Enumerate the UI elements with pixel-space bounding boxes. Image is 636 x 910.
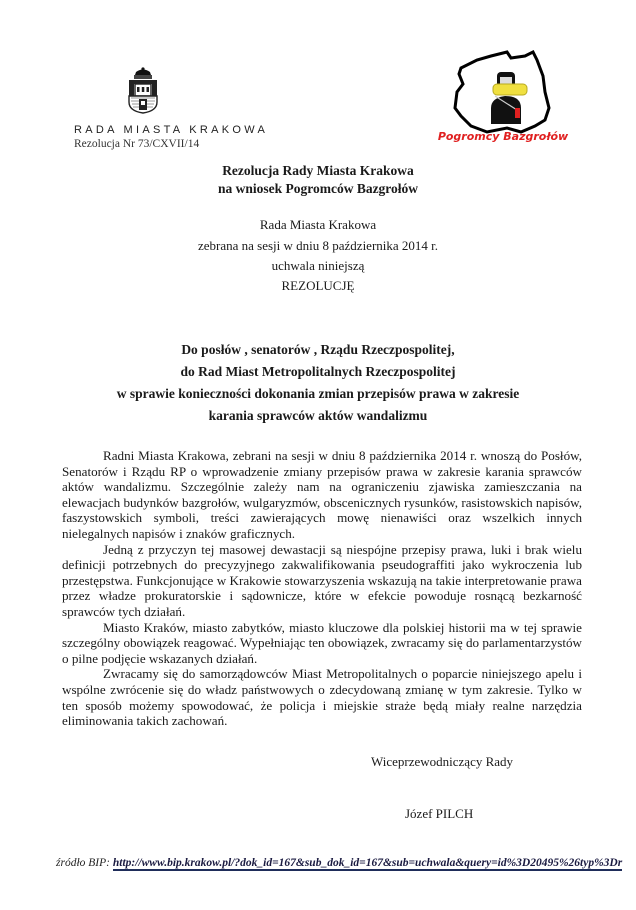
source-citation [56, 857, 622, 869]
resolution-body [62, 448, 582, 729]
body-paragraph: Jedną z przyczyn tej masowej dewastacji są niespójne przepisy prawa, luki i brak wielu definicji potrzebnych do precyzyjnego zakwalifikowania pseudograffiti jako wykroczenia lub przestępstwa. Funkcjonujące w Krakowie stowarzyszenia wskazują na takie interpretowanie prawa przez władze prokuratorskie i sądownicze, które w efekcie powoduje rosnącą bezkarność sprawców tych działań. [62, 541, 582, 619]
addressees-line-3: w sprawie konieczności dokonania zmian przepisów prawa w zakresie [116, 386, 520, 401]
signature-role: Wiceprzewodniczący Rady [371, 754, 514, 769]
krakow-coat-of-arms-icon [123, 66, 163, 114]
body-paragraph: Zwracamy się do samorządowców Miast Metropolitalnych o poparcie niniejszego apelu i wspólne zwrócenie się do władz państwowych o zdecydowaną zmianę w tym zakresie. Tylko w ten sposób możemy spowodować, że policja i miejskie straże będą miały realne narzędzia eliminowania takich zachowań. [62, 666, 582, 729]
signature-name: Józef PILCH [405, 806, 474, 821]
source-label: źródło BIP: [56, 857, 110, 869]
preamble-line-2: zebrana na sesji w dniu 8 października 2014 r. [197, 238, 439, 253]
organization-name: RADA MIASTA KRAKOWA [74, 124, 269, 136]
addressees-line-2: do Rad Miast Metropolitalnych Rzeczpospolitej [180, 364, 456, 379]
preamble-line-3: uchwala niniejszą [271, 258, 365, 273]
body-paragraph: Radni Miasta Krakowa, zebrani na sesji w dniu 8 października 2014 r. wnoszą do Posłów, Senatorów i Rządu RP o wprowadzenie zmiany przepisów prawa w zakresie karania sprawców aktów wandalizmu. Szczególnie zależy nam na ograniczeniu zjawiska zamieszczania na elewacjach budynków bazgrołów, wulgaryzmów, obscenicznych rysunków, rasistowskich napisów, faszystowskich symboli, treści zawierających mowę nienawiści oraz wszelkich innych nielegalnych napisów i znaków graficznych. [62, 448, 582, 541]
addressees-line-4: karania sprawców aktów wandalizmu [208, 408, 428, 423]
pogromcy-bazgrolow-logo [437, 46, 569, 146]
resolution-number: Rezolucja Nr 73/CXVII/14 [74, 138, 200, 150]
document-title-line-2: na wniosek Pogromców Bazgrołów [217, 181, 419, 196]
source-link[interactable]: http://www.bip.krakow.pl/?dok_id=167&sub_dok_id=167&sub=uchwala&query=id%3D20495%26typ%3Dr [112, 857, 623, 869]
preamble-line-1: Rada Miasta Krakowa [259, 217, 377, 232]
body-paragraph: Miasto Kraków, miasto zabytków, miasto kluczowe dla polskiej historii ma w tej sprawie szczególny obowiązek reagować. Wypełniając ten obowiązek, zwracamy się do parlamentarzystów o pilne podjęcie wskazanych działań. [62, 619, 582, 666]
addressees-line-1: Do posłów , senatorów , Rządu Rzeczpospolitej, [181, 342, 455, 357]
preamble-line-4: REZOLUCJĘ [281, 278, 355, 293]
document-title-line-1: Rezolucja Rady Miasta Krakowa [222, 163, 414, 178]
svg-text:Pogromcy Bazgrołów: Pogromcy Bazgrołów [437, 130, 569, 143]
